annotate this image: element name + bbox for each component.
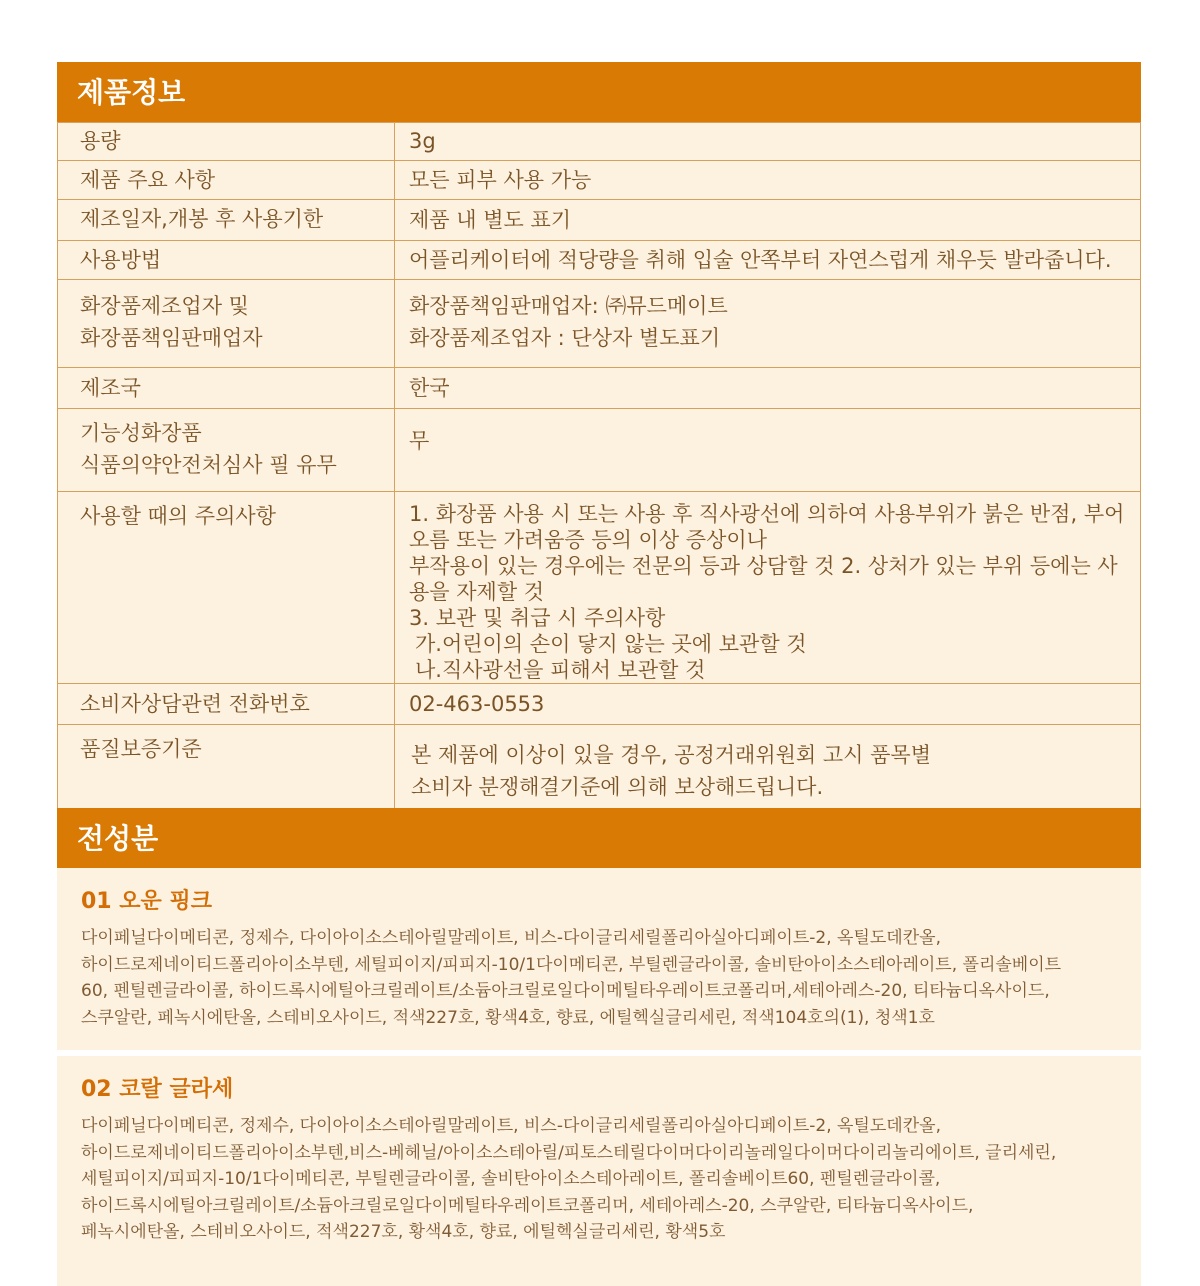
info-key: 품질보증기준 (58, 725, 395, 813)
ingredient-line: 다이페닐다이메티콘, 정제수, 다이아이소스테아릴말레이트, 비스-다이글리세릴폴리아실아디페이트-2, 옥틸도데칸올, (81, 928, 941, 948)
info-key: 소비자상담관련 전화번호 (58, 684, 395, 725)
info-key: 제품 주요 사항 (58, 161, 395, 200)
info-value: 무 (395, 409, 1141, 492)
quality-line: 소비자 분쟁해결기준에 의해 보상해드립니다. (411, 775, 824, 799)
info-value (395, 725, 1141, 813)
precaution-line: 1. 화장품 사용 시 또는 사용 후 직사광선에 의하여 사용부위가 붉은 반점, 부어오름 또는 가려움증 등의 이상 증상이나 (409, 502, 1125, 552)
info-row-manufacture-date (58, 200, 1141, 241)
ingredient-item (57, 1056, 1141, 1286)
info-value: 제품 내 별도 표기 (395, 200, 1141, 241)
quality-line: 본 제품에 이상이 있을 경우, 공정거래위원회 고시 품목별 (411, 743, 931, 767)
product-info-header: 제품정보 (57, 62, 1141, 122)
ingredient-item-title: 01 오운 핑크 (81, 889, 212, 914)
info-key-line: 화장품제조업자 및 (80, 294, 249, 318)
info-row-main-features (58, 161, 1141, 200)
precaution-line: 부작용이 있는 경우에는 전문의 등과 상담할 것 2. 상처가 있는 부위 등에는 사용을 자제할 것 (409, 554, 1118, 604)
ingredient-item-title: 02 코랄 글라세 (81, 1077, 234, 1102)
info-row-manufacturer (58, 280, 1141, 368)
info-key: 사용방법 (58, 241, 395, 280)
ingredient-line: 페녹시에탄올, 스테비오사이드, 적색227호, 황색4호, 향료, 에틸헥실글리세린, 황색5호 (81, 1222, 726, 1242)
info-key (58, 409, 395, 492)
info-row-capacity (58, 123, 1141, 161)
info-row-precautions (58, 492, 1141, 684)
ingredient-line: 하이드로제네이티드폴리아이소부텐,비스-베헤닐/아이소스테아릴/피토스테릴다이머다이리놀레일다이머다이리놀리에이트, 글리세린, (81, 1142, 1057, 1163)
ingredient-item-text (81, 1113, 1117, 1246)
info-key: 제조국 (58, 368, 395, 409)
ingredient-line: 60, 펜틸렌글라이콜, 하이드록시에틸아크릴레이트/소듐아크릴로일다이메틸타우레이트코폴리머,세테아레스-20, 티타늄디옥사이드, (81, 981, 1050, 1001)
info-value-line: 화장품제조업자 : 단상자 별도표기 (409, 326, 721, 350)
info-value: 02-463-0553 (395, 684, 1141, 725)
info-value (395, 280, 1141, 368)
info-value: 한국 (395, 368, 1141, 409)
info-key: 사용할 때의 주의사항 (58, 492, 395, 684)
ingredient-item-text (81, 925, 1117, 1031)
product-info-section (57, 62, 1141, 813)
info-value-line: 화장품책임판매업자: ㈜뮤드메이트 (409, 294, 728, 318)
info-key (58, 280, 395, 368)
info-value (395, 492, 1141, 684)
ingredients-header: 전성분 (57, 808, 1141, 868)
info-value: 어플리케이터에 적당량을 취해 입술 안쪽부터 자연스럽게 채우듯 발라줍니다. (395, 241, 1141, 280)
ingredient-line: 하이드록시에틸아크릴레이트/소듐아크릴로일다이메틸타우레이트코폴리머, 세테아레스-20, 스쿠알란, 티타늄디옥사이드, (81, 1195, 974, 1216)
ingredient-item (57, 868, 1141, 1050)
info-row-usage (58, 241, 1141, 280)
precaution-line: 가.어린이의 손이 닿지 않는 곳에 보관할 것 (415, 632, 807, 656)
ingredient-line: 세틸피이지/피피지-10/1다이메티콘, 부틸렌글라이콜, 솔비탄아이소스테아레이트, 폴리솔베이트60, 펜틸렌글라이콜, (81, 1169, 941, 1189)
info-row-phone (58, 684, 1141, 725)
info-row-country (58, 368, 1141, 409)
info-key-line: 화장품책임판매업자 (80, 326, 263, 350)
precaution-line: 3. 보관 및 취급 시 주의사항 (409, 606, 666, 630)
info-key-line: 식품의약안전처심사 필 유무 (80, 453, 337, 477)
product-info-table (57, 122, 1141, 813)
ingredients-section (57, 808, 1141, 1286)
info-value: 3g (395, 123, 1141, 161)
info-key: 제조일자,개봉 후 사용기한 (58, 200, 395, 241)
info-row-functional (58, 409, 1141, 492)
ingredient-line: 하이드로제네이티드폴리아이소부텐, 세틸피이지/피피지-10/1다이메티콘, 부틸렌글라이콜, 솔비탄아이소스테아레이트, 폴리솔베이트 (81, 954, 1062, 975)
info-key: 용량 (58, 123, 395, 161)
ingredient-line: 스쿠알란, 페녹시에탄올, 스테비오사이드, 적색227호, 황색4호, 향료, 에틸헥실글리세린, 적색104호의(1), 청색1호 (81, 1007, 935, 1028)
info-key-line: 기능성화장품 (80, 421, 202, 445)
info-value: 모든 피부 사용 가능 (395, 161, 1141, 200)
ingredient-line: 다이페닐다이메티콘, 정제수, 다이아이소스테아릴말레이트, 비스-다이글리세릴폴리아실아디페이트-2, 옥틸도데칸올, (81, 1116, 941, 1136)
info-row-quality (58, 725, 1141, 813)
precaution-line: 나.직사광선을 피해서 보관할 것 (415, 658, 706, 682)
